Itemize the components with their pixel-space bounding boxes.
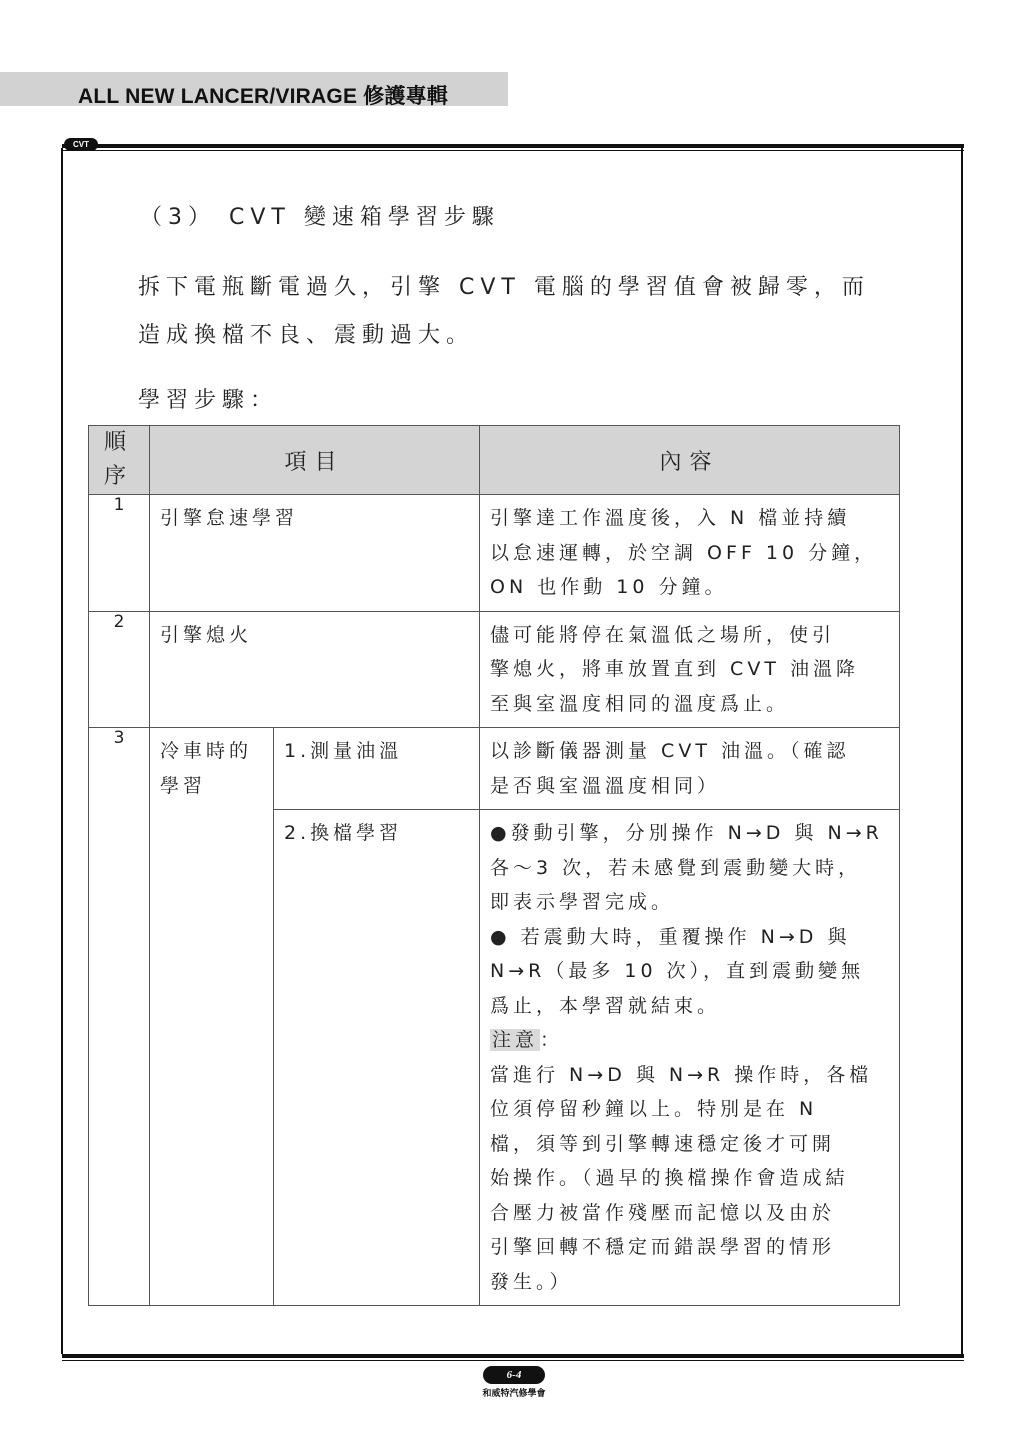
right-border (961, 148, 963, 1354)
content-line: ●發動引擎，分別操作 N→D 與 N→R (490, 822, 883, 844)
content-line: ● 若震動大時，重覆操作 N→D 與 (490, 925, 851, 948)
table-row (89, 728, 900, 810)
note-line: 引擎回轉不穩定而錯誤學習的情形 (490, 1236, 836, 1258)
note-line: 檔，須等到引擎轉速穩定後才可開 (490, 1132, 836, 1155)
note-line: 合壓力被當作殘壓而記憶以及由於 (490, 1201, 836, 1224)
content-line: N→R（最多 10 次），直到震動變無 (490, 960, 865, 982)
note-line: 當進行 N→D 與 N→R 操作時，各檔 (490, 1063, 873, 1086)
note-line: 位須停留秒鐘以上。特別是在 N (490, 1098, 818, 1120)
row-item: 引擎熄火 (150, 611, 480, 728)
note-line: 始操作。（過早的換檔操作會造成結 (490, 1167, 849, 1189)
content-line: 是否與室溫溫度相同） (490, 774, 721, 797)
note-label: 注意 (492, 1029, 539, 1051)
content-line: ON 也作動 10 分鐘。 (490, 576, 728, 598)
table-header-row (89, 426, 900, 495)
intro-paragraph (138, 264, 898, 360)
row-content (480, 495, 900, 612)
header-seq: 順 序 (89, 426, 150, 495)
row-item: 冷車時的 學習 (150, 728, 274, 1306)
publisher-logo-text: 和威特汽修學會 (482, 1389, 546, 1399)
table-row (89, 611, 900, 728)
row-content (480, 611, 900, 728)
content-line: 擎熄火，將車放置直到 CVT 油溫降 (490, 658, 859, 680)
intro-line: 造成換檔不良、震動過大。 (138, 323, 475, 348)
note-line: 發生。） (490, 1270, 573, 1293)
content-line: 爲止，本學習就結束。 (490, 994, 721, 1017)
row-content (480, 728, 900, 810)
content-line: 引擎達工作溫度後，入 N 檔並持續 (490, 507, 851, 529)
content-line: 各～3 次，若未感覺到震動變大時， (490, 856, 862, 879)
left-border (61, 148, 63, 1354)
table-row (89, 495, 900, 612)
row-number: 3 (89, 728, 150, 1306)
top-rule (62, 144, 964, 148)
row-number: 2 (89, 611, 150, 728)
content-line: 以診斷儀器測量 CVT 油溫。（確認 (490, 740, 850, 762)
content-line: 即表示學習完成。 (490, 891, 675, 913)
page-number-badge: 6-4 (483, 1366, 545, 1384)
row-content (480, 810, 900, 1306)
sub-item: 2.換檔學習 (274, 810, 480, 1306)
bottom-rule (62, 1354, 964, 1358)
page-header-title: ALL NEW LANCER/VIRAGE 修護專輯 (78, 85, 448, 108)
steps-label: 學習步驟： (138, 388, 279, 413)
cvt-logo: CVT (64, 138, 98, 151)
section-title: （3） CVT 變速箱學習步驟 (140, 205, 500, 230)
content-line: 至與室溫度相同的溫度爲止。 (490, 692, 790, 715)
sub-item: 1.測量油溫 (274, 728, 480, 810)
bottom-rule-thin (62, 1360, 964, 1361)
intro-line: 拆下電瓶斷電過久，引擎 CVT 電腦的學習值會被歸零，而 (138, 275, 870, 300)
header-content: 內容 (480, 426, 900, 495)
content-line: 儘可能將停在氣溫低之場所，使引 (490, 623, 836, 646)
row-item: 引擎怠速學習 (150, 495, 480, 612)
row-number: 1 (89, 495, 150, 612)
top-rule-thin (62, 150, 964, 151)
content-line: 以怠速運轉，於空調 OFF 10 分鐘， (490, 541, 878, 564)
note-heading: 注意 ： (492, 1029, 564, 1051)
learning-steps-table (88, 425, 900, 1306)
header-item: 項目 (150, 426, 480, 495)
